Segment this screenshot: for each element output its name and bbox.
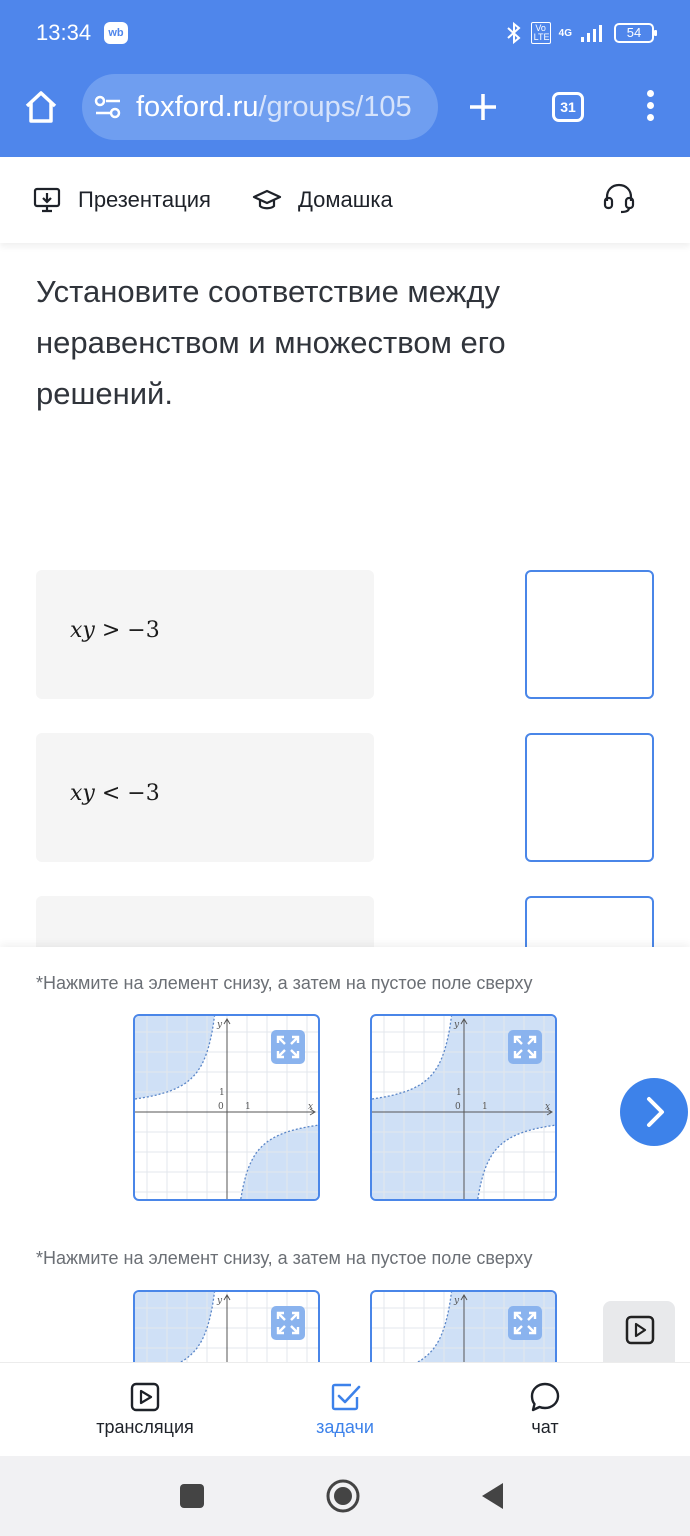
y-axis-label: y [217,1296,223,1306]
tab-chat-label: чат [531,1417,559,1437]
support-headset-icon[interactable] [602,181,636,215]
y-axis-label: y [454,1296,460,1306]
homework-label: Домашка [298,187,393,212]
expand-icon[interactable] [271,1030,305,1064]
next-options-button[interactable] [620,1078,688,1146]
site-settings-icon[interactable] [94,94,122,120]
chevron-right-icon [620,1078,688,1146]
shaded-region-lower-right [241,1125,318,1199]
system-nav-bar [0,1456,690,1536]
hint-text: *Нажмите на элемент снизу, а затем на пустое поле сверху [36,973,533,993]
origin-label: 0 [455,1102,461,1112]
expand-icon[interactable] [508,1030,542,1064]
network-type: 4G [558,27,572,39]
tab-broadcast[interactable] [65,1381,225,1438]
bluetooth-icon [505,21,523,45]
y-axis-label: y [217,1020,223,1030]
chat-bubble-icon [529,1381,561,1413]
options-panel [0,947,690,1254]
tab-broadcast-label: трансляция [96,1417,194,1437]
presentation-label: Презентация [78,187,211,212]
inequality-formula: xy > −3 [70,618,160,643]
new-tab-icon[interactable] [468,92,498,122]
graph-option-4[interactable] [370,1290,557,1370]
inequality-card-1 [36,570,374,699]
x-axis-label: x [545,1102,551,1112]
presentation-link[interactable] [32,183,211,217]
x-axis-label: x [308,1102,314,1112]
graduation-cap-icon [252,185,282,215]
signal-icon [580,23,606,43]
checkbox-icon [329,1381,361,1413]
tick-label-x: 1 [245,1102,251,1112]
tab-chat[interactable] [465,1381,625,1438]
graph-option-1[interactable] [133,1014,320,1201]
answer-slot-2[interactable] [525,733,654,862]
y-axis-label: y [454,1020,460,1030]
status-bar [0,0,690,66]
volte-icon: Vo LTE [531,22,551,44]
url-path: /groups/105 [258,91,412,123]
status-time: 13:34 [36,20,92,45]
back-triangle-icon[interactable] [476,1478,512,1514]
app-bottom-nav [0,1362,690,1456]
url-host: foxford.ru [136,91,259,123]
play-square-icon [129,1381,161,1413]
tab-switcher-button[interactable]: 31 [552,92,584,122]
home-icon[interactable] [22,88,60,126]
homework-link[interactable] [252,183,393,217]
status-icons [505,18,654,48]
recents-square-icon[interactable] [174,1478,210,1514]
more-menu-icon[interactable] [640,90,660,126]
tick-label-y: 1 [456,1088,462,1098]
home-circle-icon[interactable] [325,1478,361,1514]
inequality-card-2 [36,733,374,862]
graph-option-3[interactable] [133,1290,320,1370]
task-question: Установите соответствие между неравенством и множеством его решений. [36,274,506,411]
download-screen-icon [32,185,62,215]
options-panel-2 [0,1248,690,1362]
tick-label-x: 1 [482,1102,488,1112]
hint-text-2: *Нажмите на элемент снизу, а затем на пустое поле сверху [36,1248,533,1268]
play-square-icon [603,1301,675,1362]
expand-icon[interactable] [508,1306,542,1340]
origin-label: 0 [218,1102,224,1112]
graph-option-2[interactable] [370,1014,557,1201]
expand-icon[interactable] [271,1306,305,1340]
tab-tasks[interactable] [265,1381,425,1438]
browser-toolbar [0,66,690,157]
url-text [136,91,412,124]
inequality-formula: xy < −3 [70,781,160,806]
video-toggle-button[interactable] [603,1301,675,1362]
tick-label-y: 1 [219,1088,225,1098]
tab-tasks-label: задачи [316,1417,374,1437]
wb-app-icon: wb [104,22,128,44]
address-bar[interactable] [82,74,438,140]
answer-slot-1[interactable] [525,570,654,699]
battery-icon: 54 [614,23,654,43]
page-nav [0,157,690,243]
